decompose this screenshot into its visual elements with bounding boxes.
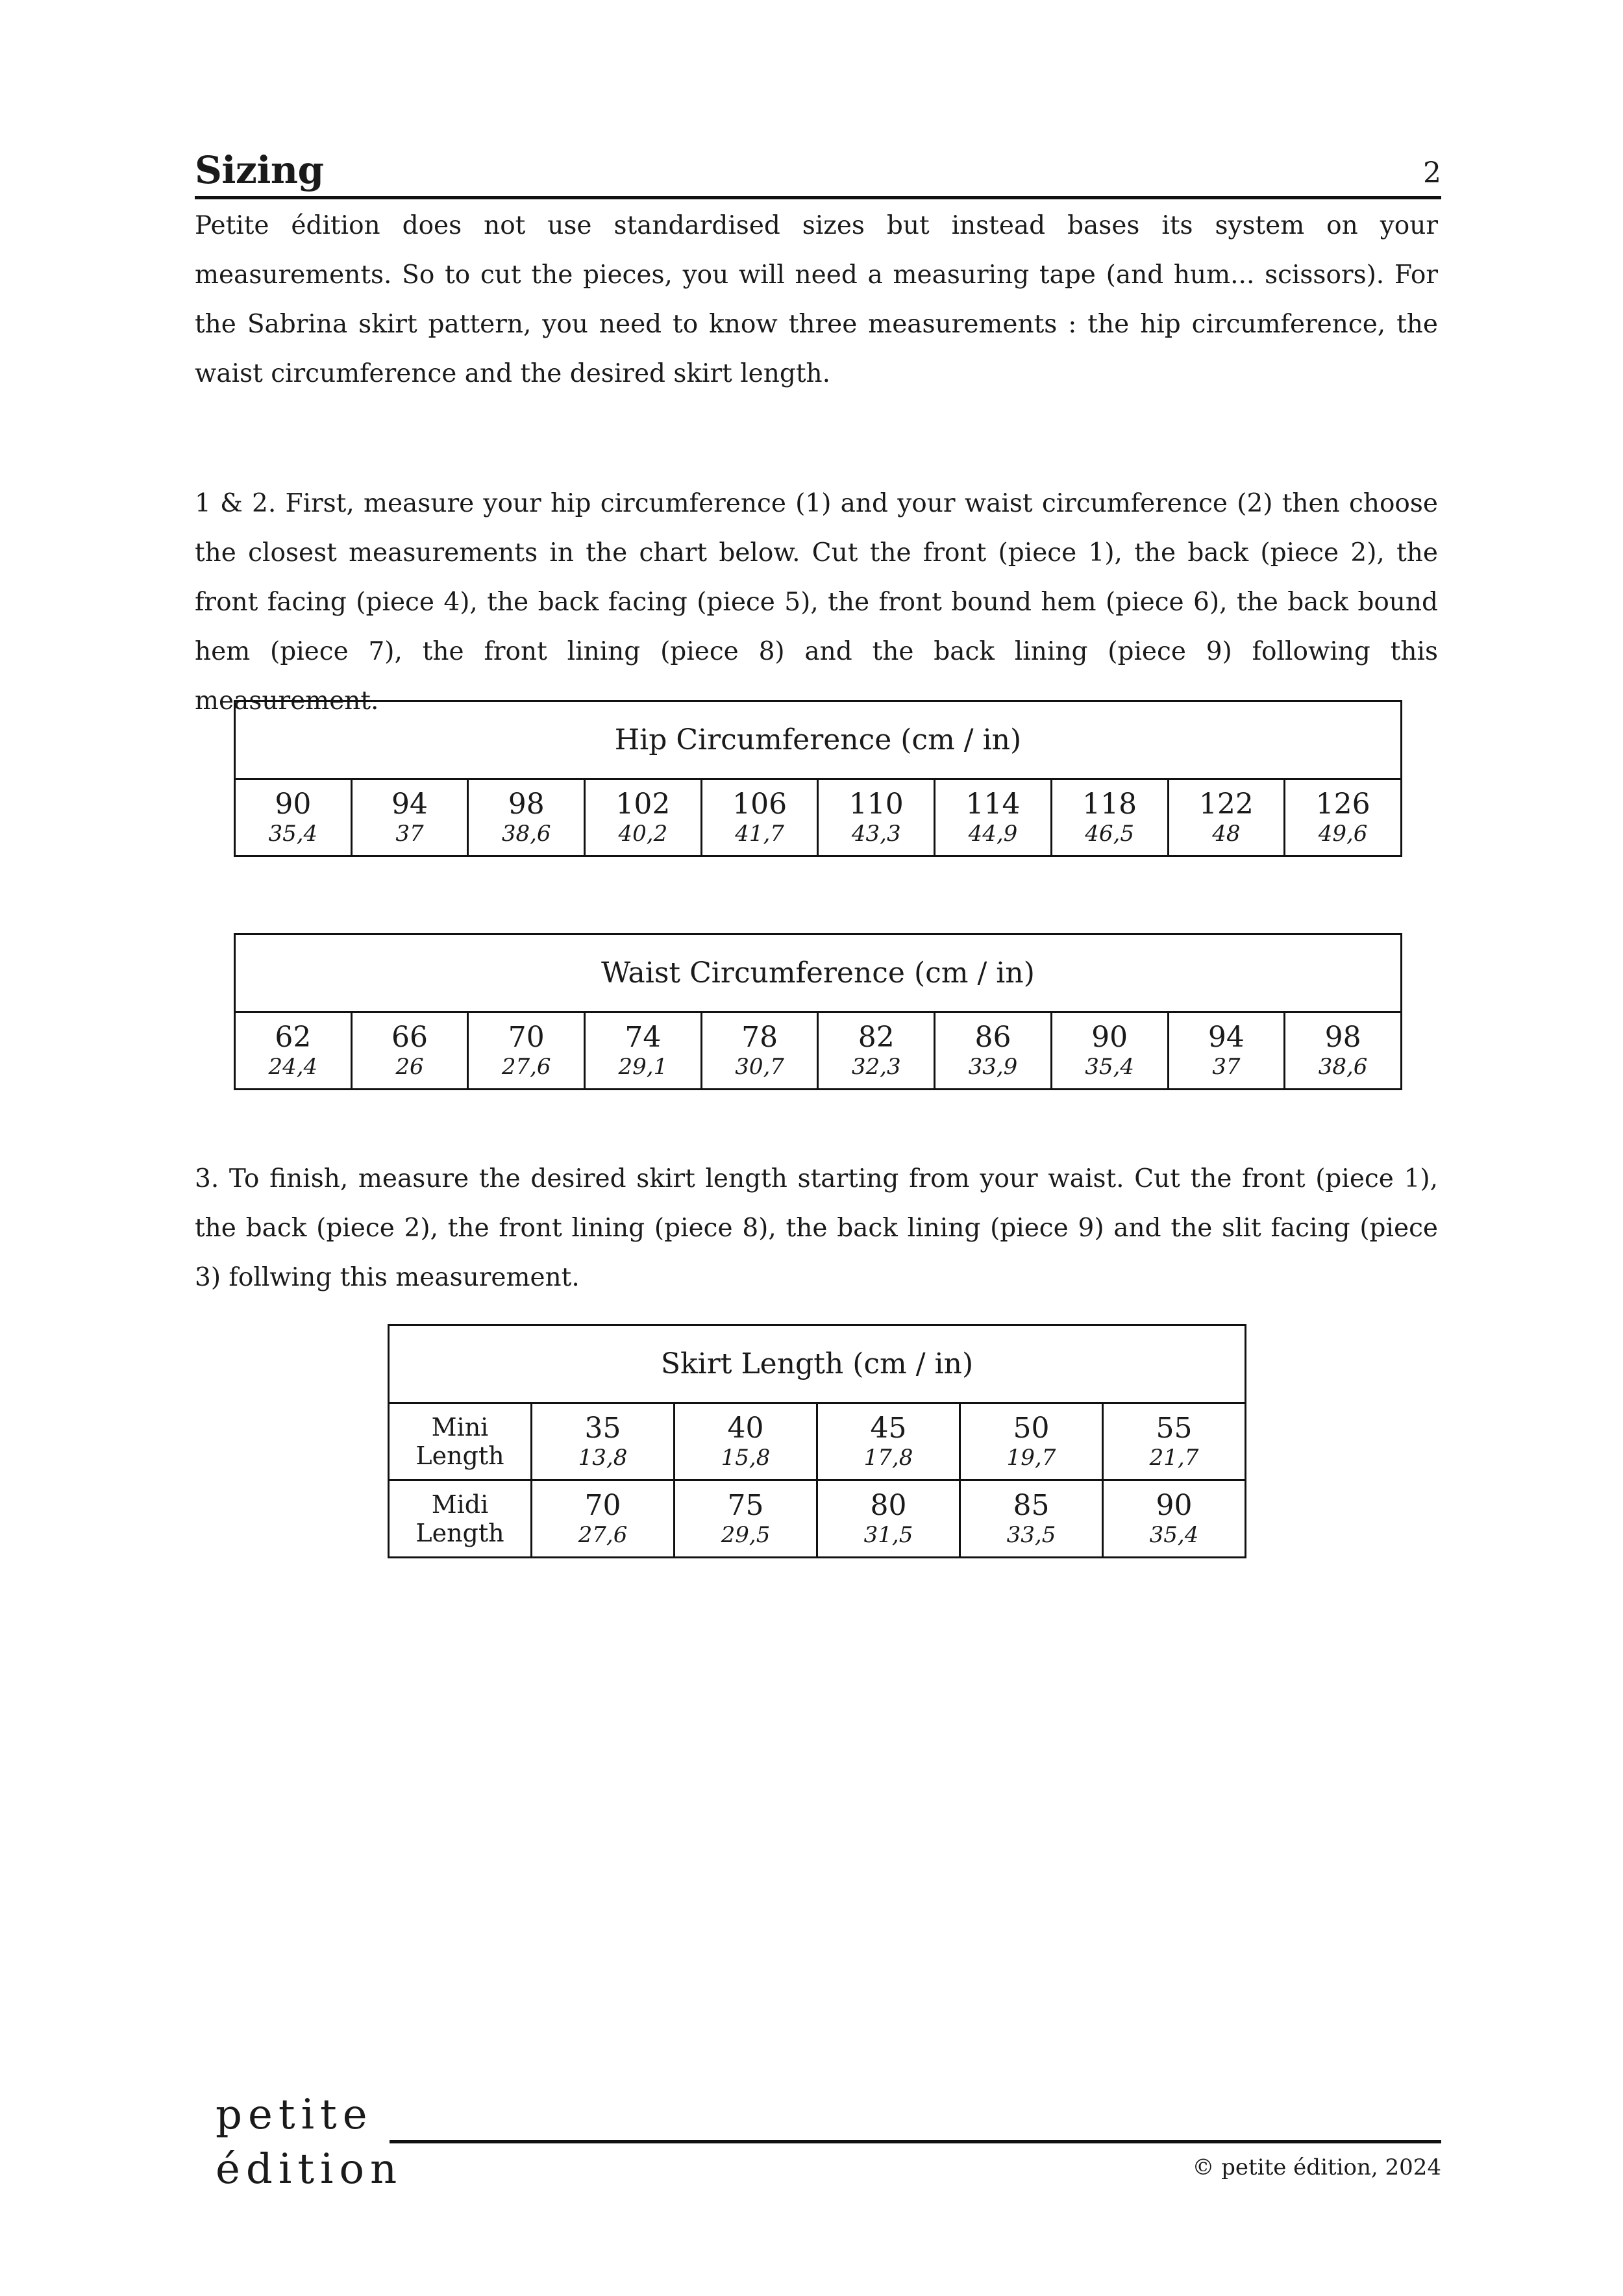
length-size-cell	[1103, 1403, 1246, 1480]
mini-length-row	[389, 1403, 1246, 1480]
length-cm-value: 85	[1013, 1489, 1050, 1522]
length-table-title: Skirt Length (cm / in)	[389, 1325, 1246, 1403]
length-cm-value: 40	[727, 1412, 764, 1445]
waist-in-value: 27,6	[501, 1054, 551, 1080]
waist-cm-value: 86	[974, 1021, 1011, 1054]
length-cm-value: 75	[727, 1489, 764, 1522]
hip-in-value: 46,5	[1085, 821, 1134, 847]
hip-in-value: 49,6	[1318, 821, 1368, 847]
hip-cm-value: 126	[1315, 788, 1370, 821]
hip-in-value: 40,2	[618, 821, 668, 847]
hip-size-cell	[585, 779, 702, 856]
waist-size-cell	[1168, 1012, 1285, 1090]
hip-circumference-table	[234, 700, 1402, 857]
row-label: Midi Length	[389, 1480, 532, 1558]
waist-cm-value: 78	[741, 1021, 778, 1054]
waist-size-cell	[1051, 1012, 1168, 1090]
length-in-value: 19,7	[1006, 1445, 1056, 1471]
length-in-value: 31,5	[863, 1522, 913, 1548]
waist-size-cell	[468, 1012, 585, 1090]
length-size-cell	[532, 1480, 675, 1558]
waist-in-value: 35,4	[1085, 1054, 1134, 1080]
length-size-cell	[1103, 1480, 1246, 1558]
waist-cm-value: 66	[391, 1021, 428, 1054]
hip-size-cell	[818, 779, 935, 856]
length-cm-value: 50	[1013, 1412, 1050, 1445]
hip-size-cell	[701, 779, 818, 856]
length-cm-value: 70	[584, 1489, 621, 1522]
hip-in-value: 48	[1212, 821, 1241, 847]
length-size-cell	[675, 1480, 817, 1558]
hip-cm-value: 94	[391, 788, 428, 821]
length-size-cell	[960, 1480, 1103, 1558]
hip-cm-value: 118	[1082, 788, 1137, 821]
waist-in-value: 32,3	[851, 1054, 901, 1080]
hip-in-value: 35,4	[268, 821, 318, 847]
hip-values-row	[235, 779, 1402, 856]
hip-cm-value: 102	[615, 788, 671, 821]
brand-logo	[216, 2088, 403, 2197]
hip-in-value: 43,3	[851, 821, 901, 847]
length-in-value: 13,8	[578, 1445, 628, 1471]
hip-size-cell	[235, 779, 352, 856]
page-title: Sizing	[195, 148, 324, 192]
hip-table-title: Hip Circumference (cm / in)	[235, 701, 1402, 779]
waist-circumference-table	[234, 933, 1402, 1090]
hip-cm-value: 114	[965, 788, 1021, 821]
length-cm-value: 80	[870, 1489, 907, 1522]
step-3-paragraph: 3. To finish, measure the desired skirt length starting from your waist. Cut the front (piece 1), the back (piece 2), the front lining (piece 8), the back lining (piece 9) and the slit facing (piece 3) follwing this measurement.	[195, 1164, 1438, 1292]
waist-size-cell	[818, 1012, 935, 1090]
waist-in-value: 26	[395, 1054, 424, 1080]
waist-in-value: 24,4	[268, 1054, 318, 1080]
waist-in-value: 30,7	[735, 1054, 784, 1080]
hip-size-cell	[1168, 779, 1285, 856]
length-in-value: 29,5	[721, 1522, 771, 1548]
logo-line-1: petite	[216, 2091, 373, 2139]
length-size-cell	[532, 1403, 675, 1480]
waist-in-value: 38,6	[1318, 1054, 1368, 1080]
waist-cm-value: 90	[1091, 1021, 1128, 1054]
waist-table-title: Waist Circumference (cm / in)	[235, 934, 1402, 1012]
waist-size-cell	[235, 1012, 352, 1090]
page-header	[195, 144, 1441, 199]
waist-size-cell	[351, 1012, 468, 1090]
length-cm-value: 35	[584, 1412, 621, 1445]
intro-paragraph: Petite édition does not use standardised sizes but instead bases its system on your measurements. So to cut the pieces, you will need a measuring tape (and hum... scissors). For the Sabrina skirt pattern, you need to know three measurements : the hip circumference, the waist circumference and the desired skirt length.	[195, 211, 1438, 388]
hip-in-value: 44,9	[968, 821, 1018, 847]
waist-size-cell	[701, 1012, 818, 1090]
length-size-cell	[960, 1403, 1103, 1480]
length-size-cell	[675, 1403, 817, 1480]
length-cm-value: 45	[870, 1412, 907, 1445]
waist-cm-value: 70	[508, 1021, 545, 1054]
length-in-value: 27,6	[578, 1522, 628, 1548]
page-number: 2	[1423, 156, 1441, 190]
waist-size-cell	[1285, 1012, 1402, 1090]
hip-cm-value: 90	[275, 788, 312, 821]
length-size-cell	[817, 1403, 960, 1480]
hip-size-cell	[1051, 779, 1168, 856]
hip-size-cell	[935, 779, 1052, 856]
hip-size-cell	[1285, 779, 1402, 856]
waist-cm-value: 82	[858, 1021, 895, 1054]
length-in-value: 33,5	[1006, 1522, 1056, 1548]
waist-in-value: 37	[1212, 1054, 1241, 1080]
hip-cm-value: 106	[732, 788, 787, 821]
hip-in-value: 41,7	[735, 821, 784, 847]
hip-size-cell	[468, 779, 585, 856]
skirt-length-table	[388, 1324, 1246, 1558]
waist-size-cell	[585, 1012, 702, 1090]
waist-cm-value: 98	[1324, 1021, 1361, 1054]
length-cm-value: 90	[1156, 1489, 1193, 1522]
hip-in-value: 37	[395, 821, 424, 847]
waist-cm-value: 74	[625, 1021, 662, 1054]
logo-line-2: édition	[216, 2145, 403, 2193]
length-in-value: 15,8	[721, 1445, 771, 1471]
length-in-value: 17,8	[863, 1445, 913, 1471]
length-in-value: 21,7	[1149, 1445, 1199, 1471]
length-in-value: 35,4	[1149, 1522, 1199, 1548]
hip-cm-value: 110	[849, 788, 904, 821]
length-size-cell	[817, 1480, 960, 1558]
waist-cm-value: 62	[275, 1021, 312, 1054]
hip-cm-value: 122	[1198, 788, 1254, 821]
footer-divider	[390, 2140, 1441, 2143]
waist-cm-value: 94	[1208, 1021, 1245, 1054]
step-1-2-paragraph: 1 & 2. First, measure your hip circumference (1) and your waist circumference (2) then choose the closest measurements in the chart below. Cut the front (piece 1), the back (piece 2), the front facing (piece 4), the back facing (piece 5), the front bound hem (piece 6), the back bound hem (piece 7), the front lining (piece 8) and the back lining (piece 9) following this measurement.	[195, 489, 1438, 716]
waist-in-value: 33,9	[968, 1054, 1018, 1080]
waist-size-cell	[935, 1012, 1052, 1090]
hip-cm-value: 98	[508, 788, 545, 821]
waist-in-value: 29,1	[618, 1054, 668, 1080]
length-cm-value: 55	[1156, 1412, 1193, 1445]
hip-in-value: 38,6	[501, 821, 551, 847]
row-label: Mini Length	[389, 1403, 532, 1480]
waist-values-row	[235, 1012, 1402, 1090]
midi-length-row	[389, 1480, 1246, 1558]
copyright-notice: © petite édition, 2024	[1192, 2154, 1441, 2180]
hip-size-cell	[351, 779, 468, 856]
